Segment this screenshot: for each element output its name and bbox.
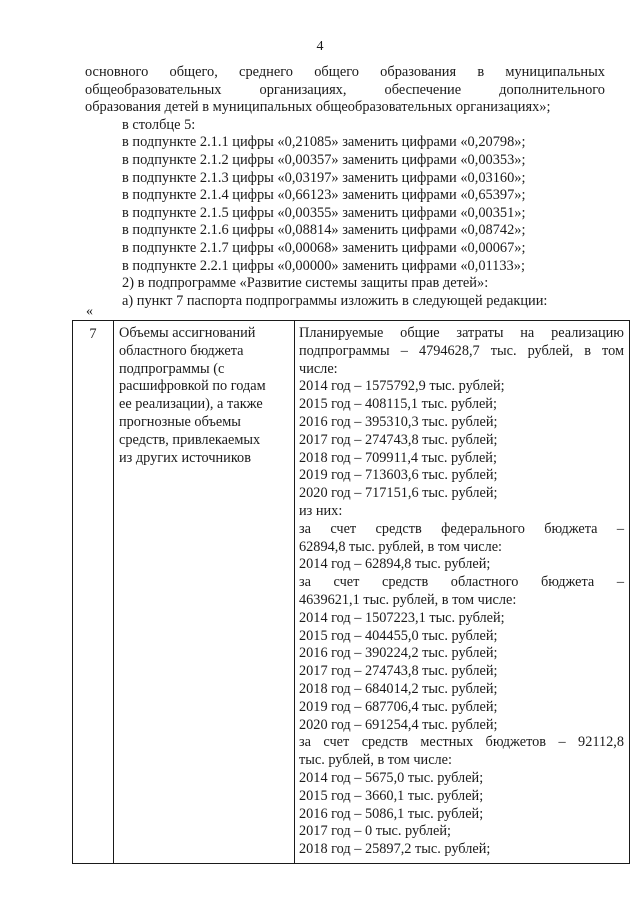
name-line: Объемы ассигнований [119,325,256,341]
name-line: областного бюджета [119,342,244,359]
content-line: за счет средств федерального бюджета – [299,520,624,537]
content-line: из них: [299,502,343,519]
content-line: 2016 год – 390224,2 тыс. рублей; [299,645,498,662]
intro-line: а) пункт 7 паспорта подпрограммы изложить в следующей редакции: [122,292,548,309]
intro-line: в подпункте 2.1.7 цифры «0,00068» заменить цифрами «0,00067»; [122,239,526,256]
intro-line: образования детей в муниципальных общеобразовательных организациях»; [85,99,551,116]
name-line: подпрограммы (с [119,360,225,377]
name-line: ее реализации), а также [119,396,263,413]
table-row [73,321,630,864]
intro-line: в подпункте 2.1.2 цифры «0,00357» заменить цифрами «0,00353»; [122,151,526,168]
passport-table [72,320,630,864]
intro-line: в подпункте 2.1.5 цифры «0,00355» заменить цифрами «0,00351»; [122,204,526,221]
content-line: 2018 год – 25897,2 тыс. рублей; [299,841,491,858]
content-line: 2014 год – 5675,0 тыс. рублей; [299,769,484,786]
content-line: 2014 год – 62894,8 тыс. рублей; [299,556,491,573]
content-line: подпрограммы – 4794628,7 тыс. рублей, в том [299,342,624,359]
intro-line: общеобразовательных организациях, обеспечение дополнительного [85,81,605,98]
content-line: 2019 год – 687706,4 тыс. рублей; [299,698,498,715]
intro-line: в подпункте 2.1.3 цифры «0,03197» заменить цифрами «0,03160»; [122,169,526,186]
intro-text [85,64,605,310]
content-line: за счет средств областного бюджета – [299,574,624,591]
intro-line: в подпункте 2.1.4 цифры «0,66123» заменить цифрами «0,65397»; [122,187,526,204]
content-line: 2019 год – 713603,6 тыс. рублей; [299,467,498,484]
content-line: Планируемые общие затраты на реализацию [299,325,624,341]
name-line: из других источников [119,449,251,466]
content-line: тыс. рублей, в том числе: [299,752,452,769]
row-content-cell [295,321,630,864]
content-line: 2018 год – 709911,4 тыс. рублей; [299,449,497,466]
intro-line: в столбце 5: [122,116,196,133]
content-line: 2015 год – 3660,1 тыс. рублей; [299,787,484,804]
content-line: 2018 год – 684014,2 тыс. рублей; [299,680,498,697]
name-line: прогнозные объемы [119,413,241,430]
name-line: средств, привлекаемых [119,431,261,448]
content-line: 2015 год – 404455,0 тыс. рублей; [299,627,498,644]
content-line: за счет средств местных бюджетов – 92112,8 [299,734,624,751]
content-line: 2015 год – 408115,1 тыс. рублей; [299,396,497,413]
content-line: 2014 год – 1507223,1 тыс. рублей; [299,609,505,626]
opening-quote-mark: « [86,304,93,319]
page-number: 4 [316,39,324,54]
intro-line: в подпункте 2.1.1 цифры «0,21085» заменить цифрами «0,20798»; [122,134,526,151]
content-line: числе: [299,360,338,377]
row-name-cell [114,321,295,864]
row-number-cell: 7 [73,321,114,864]
content-line: 2020 год – 691254,4 тыс. рублей; [299,716,498,733]
content-line: 2014 год – 1575792,9 тыс. рублей; [299,378,505,395]
content-line: 2017 год – 0 тыс. рублей; [299,823,451,840]
intro-line: 2) в подпрограмме «Развитие системы защиты прав детей»: [122,275,489,292]
content-line: 2016 год – 5086,1 тыс. рублей; [299,805,484,822]
name-line: расшифровкой по годам [119,378,266,395]
content-line: 2017 год – 274743,8 тыс. рублей; [299,663,498,680]
content-line: 4639621,1 тыс. рублей, в том числе: [299,591,517,608]
intro-line: в подпункте 2.2.1 цифры «0,00000» заменить цифрами «0,01133»; [122,257,525,274]
cell-bottom-padding [299,859,624,863]
content-line: 2016 год – 395310,3 тыс. рублей; [299,413,498,430]
content-line: 2020 год – 717151,6 тыс. рублей; [299,485,498,502]
intro-line: основного общего, среднего общего образования в муниципальных [85,64,605,80]
content-line: 62894,8 тыс. рублей, в том числе: [299,538,503,555]
content-line: 2017 год – 274743,8 тыс. рублей; [299,431,498,448]
intro-line: в подпункте 2.1.6 цифры «0,08814» заменить цифрами «0,08742»; [122,222,526,239]
